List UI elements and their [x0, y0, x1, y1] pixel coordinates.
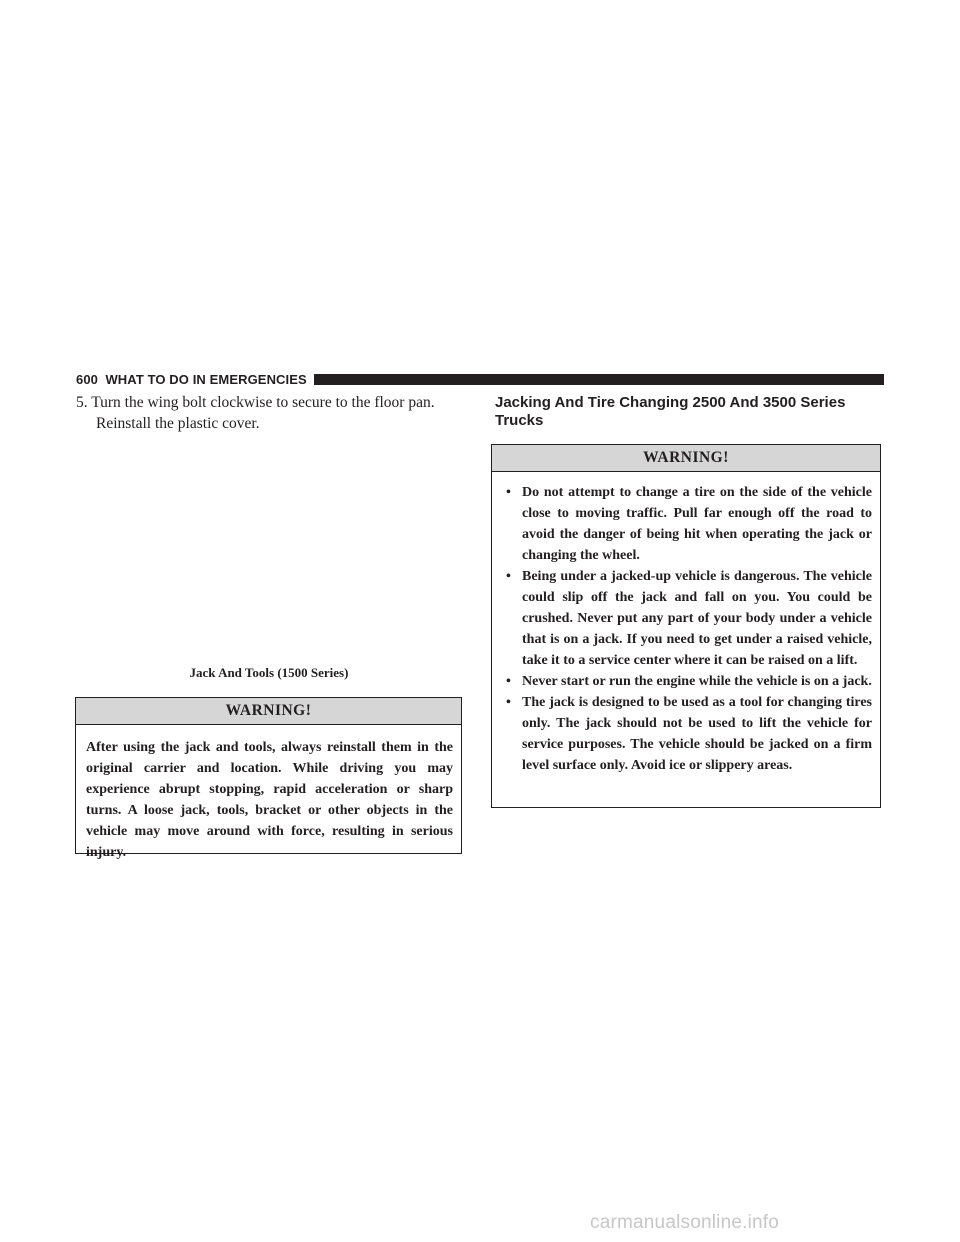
- page-header-text: [76, 372, 307, 387]
- figure-caption: Jack And Tools (1500 Series): [189, 665, 349, 680]
- warning-bullet-item: • The jack is designed to be used as a tool for changing tires only. The jack should not be used to lift the vehicle for service purposes. The vehicle should be jacked on a firm level surface only. Avoid ice or slippery areas.: [502, 692, 872, 776]
- warning-body: After using the jack and tools, always reinstall them in the original carrier and location. While driving you may experience abrupt stopping, rapid acceleration or sharp turns. A loose jack, tools, bracket or other objects in the vehicle may move around with force, resulting in serious injury.: [86, 740, 453, 860]
- warning-bullet-item: • Being under a jacked-up vehicle is dangerous. The vehicle could slip off the jack and fall on you. You could be crushed. Never put any part of your body under a vehicle that is on a jack. If you need to get under a raised vehicle, take it to a service center where it can be raised on a lift.: [502, 566, 872, 671]
- warning-box-tire-changing: [491, 444, 881, 808]
- step-5-text: 5. Turn the wing bolt clockwise to secure to the floor pan. Reinstall the plastic cover.: [76, 394, 435, 432]
- header-rule: [314, 374, 884, 385]
- warning-bullet-item: • Never start or run the engine while the vehicle is on a jack.: [502, 671, 872, 692]
- jack-and-tools-figure: [76, 440, 462, 660]
- warning-title: WARNING!: [76, 698, 461, 725]
- page-header: [76, 371, 884, 387]
- warning-body: [492, 472, 880, 784]
- warning-box-jack-storage: [75, 697, 462, 860]
- warning-bullet-list: [502, 482, 872, 776]
- page-number: 600: [76, 371, 98, 387]
- warning-title: WARNING!: [492, 445, 880, 472]
- site-watermark: carmanualsonline.info: [590, 1212, 780, 1233]
- section-title: WHAT TO DO IN EMERGENCIES: [105, 371, 307, 387]
- warning-bullet-item: • Do not attempt to change a tire on the side of the vehicle close to moving traffic. Pull far enough off the road to avoid the danger of being hit when operating the jack or changing the wheel.: [502, 482, 872, 566]
- section-heading: Jacking And Tire Changing 2500 And 3500 Series Trucks: [495, 394, 846, 429]
